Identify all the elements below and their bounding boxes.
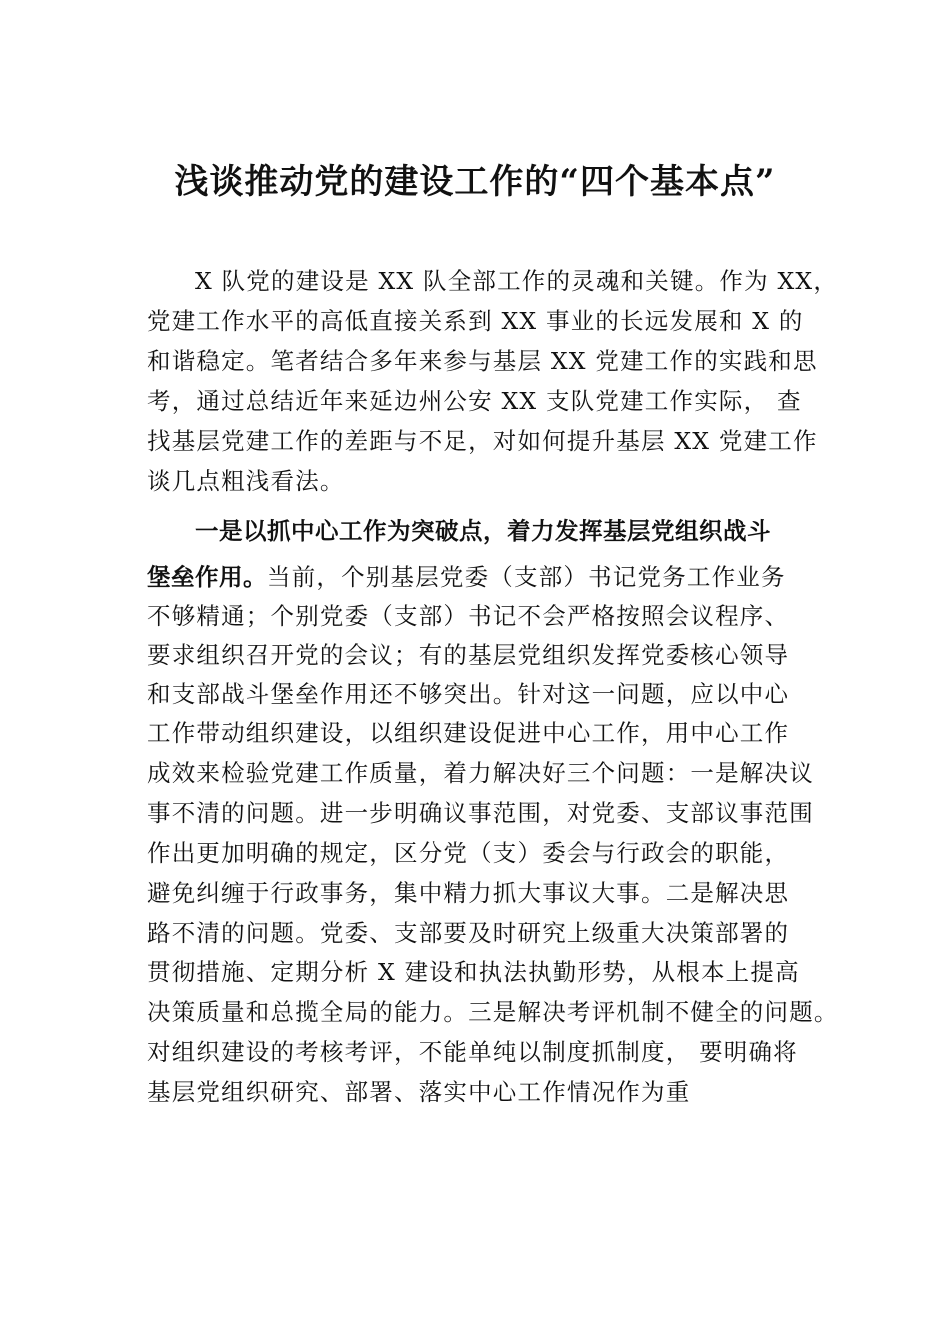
section-line: 工作带动组织建设，以组织建设促进中心工作，用中心工作	[147, 719, 790, 747]
intro-line: 党建工作水平的高低直接关系到 XX 事业的长远发展和 X 的	[147, 307, 804, 335]
section-line: 成效来检验党建工作质量，着力解决好三个问题：一是解决议	[147, 759, 814, 787]
section-line: 事不清的问题。进一步明确议事范围，对党委、支部议事范围	[147, 799, 814, 827]
section-line: 作出更加明确的规定，区分党（支）委会与行政会的职能，	[147, 839, 790, 867]
section-line: 避免纠缠于行政事务，集中精力抓大事议大事。二是解决思	[147, 879, 790, 907]
intro-line: 考，通过总结近年来延边州公安 XX 支队党建工作实际， 查	[147, 387, 802, 415]
section-line: 贯彻措施、定期分析 X 建设和执法执勤形势，从根本上提高	[147, 958, 800, 986]
intro-line: 和谐稳定。笔者结合多年来参与基层 XX 党建工作的实践和思	[147, 347, 818, 375]
section-heading: 一是以抓中心工作为突破点，着力发挥基层党组织战斗	[195, 517, 771, 545]
intro-line: 谈几点粗浅看法。	[147, 467, 345, 495]
document-title: 浅谈推动党的建设工作的“四个基本点”	[174, 162, 776, 202]
section-line: 基层党组织研究、部署、落实中心工作情况作为重	[147, 1078, 691, 1106]
section-heading-tail: 堡垒作用。	[147, 563, 267, 591]
section-text-start: 当前，个别基层党委（支部）书记党务工作业务	[267, 563, 786, 591]
section-line: 对组织建设的考核考评，不能单纯以制度抓制度， 要明确将	[147, 1038, 798, 1066]
intro-line: X 队党的建设是 XX 队全部工作的灵魂和关键。作为 XX，	[195, 267, 839, 295]
section-heading-continuation	[147, 560, 786, 594]
intro-line: 找基层党建工作的差距与不足，对如何提升基层 XX 党建工作	[147, 427, 818, 455]
section-line: 不够精通；个别党委（支部）书记不会严格按照会议程序、	[147, 602, 790, 630]
section-line: 要求组织召开党的会议；有的基层党组织发挥党委核心领导	[147, 641, 790, 669]
section-line: 和支部战斗堡垒作用还不够突出。针对这一问题，应以中心	[147, 680, 790, 708]
section-line: 路不清的问题。党委、支部要及时研究上级重大决策部署的	[147, 919, 790, 947]
section-line: 决策质量和总揽全局的能力。三是解决考评机制不健全的问题。	[147, 998, 839, 1026]
